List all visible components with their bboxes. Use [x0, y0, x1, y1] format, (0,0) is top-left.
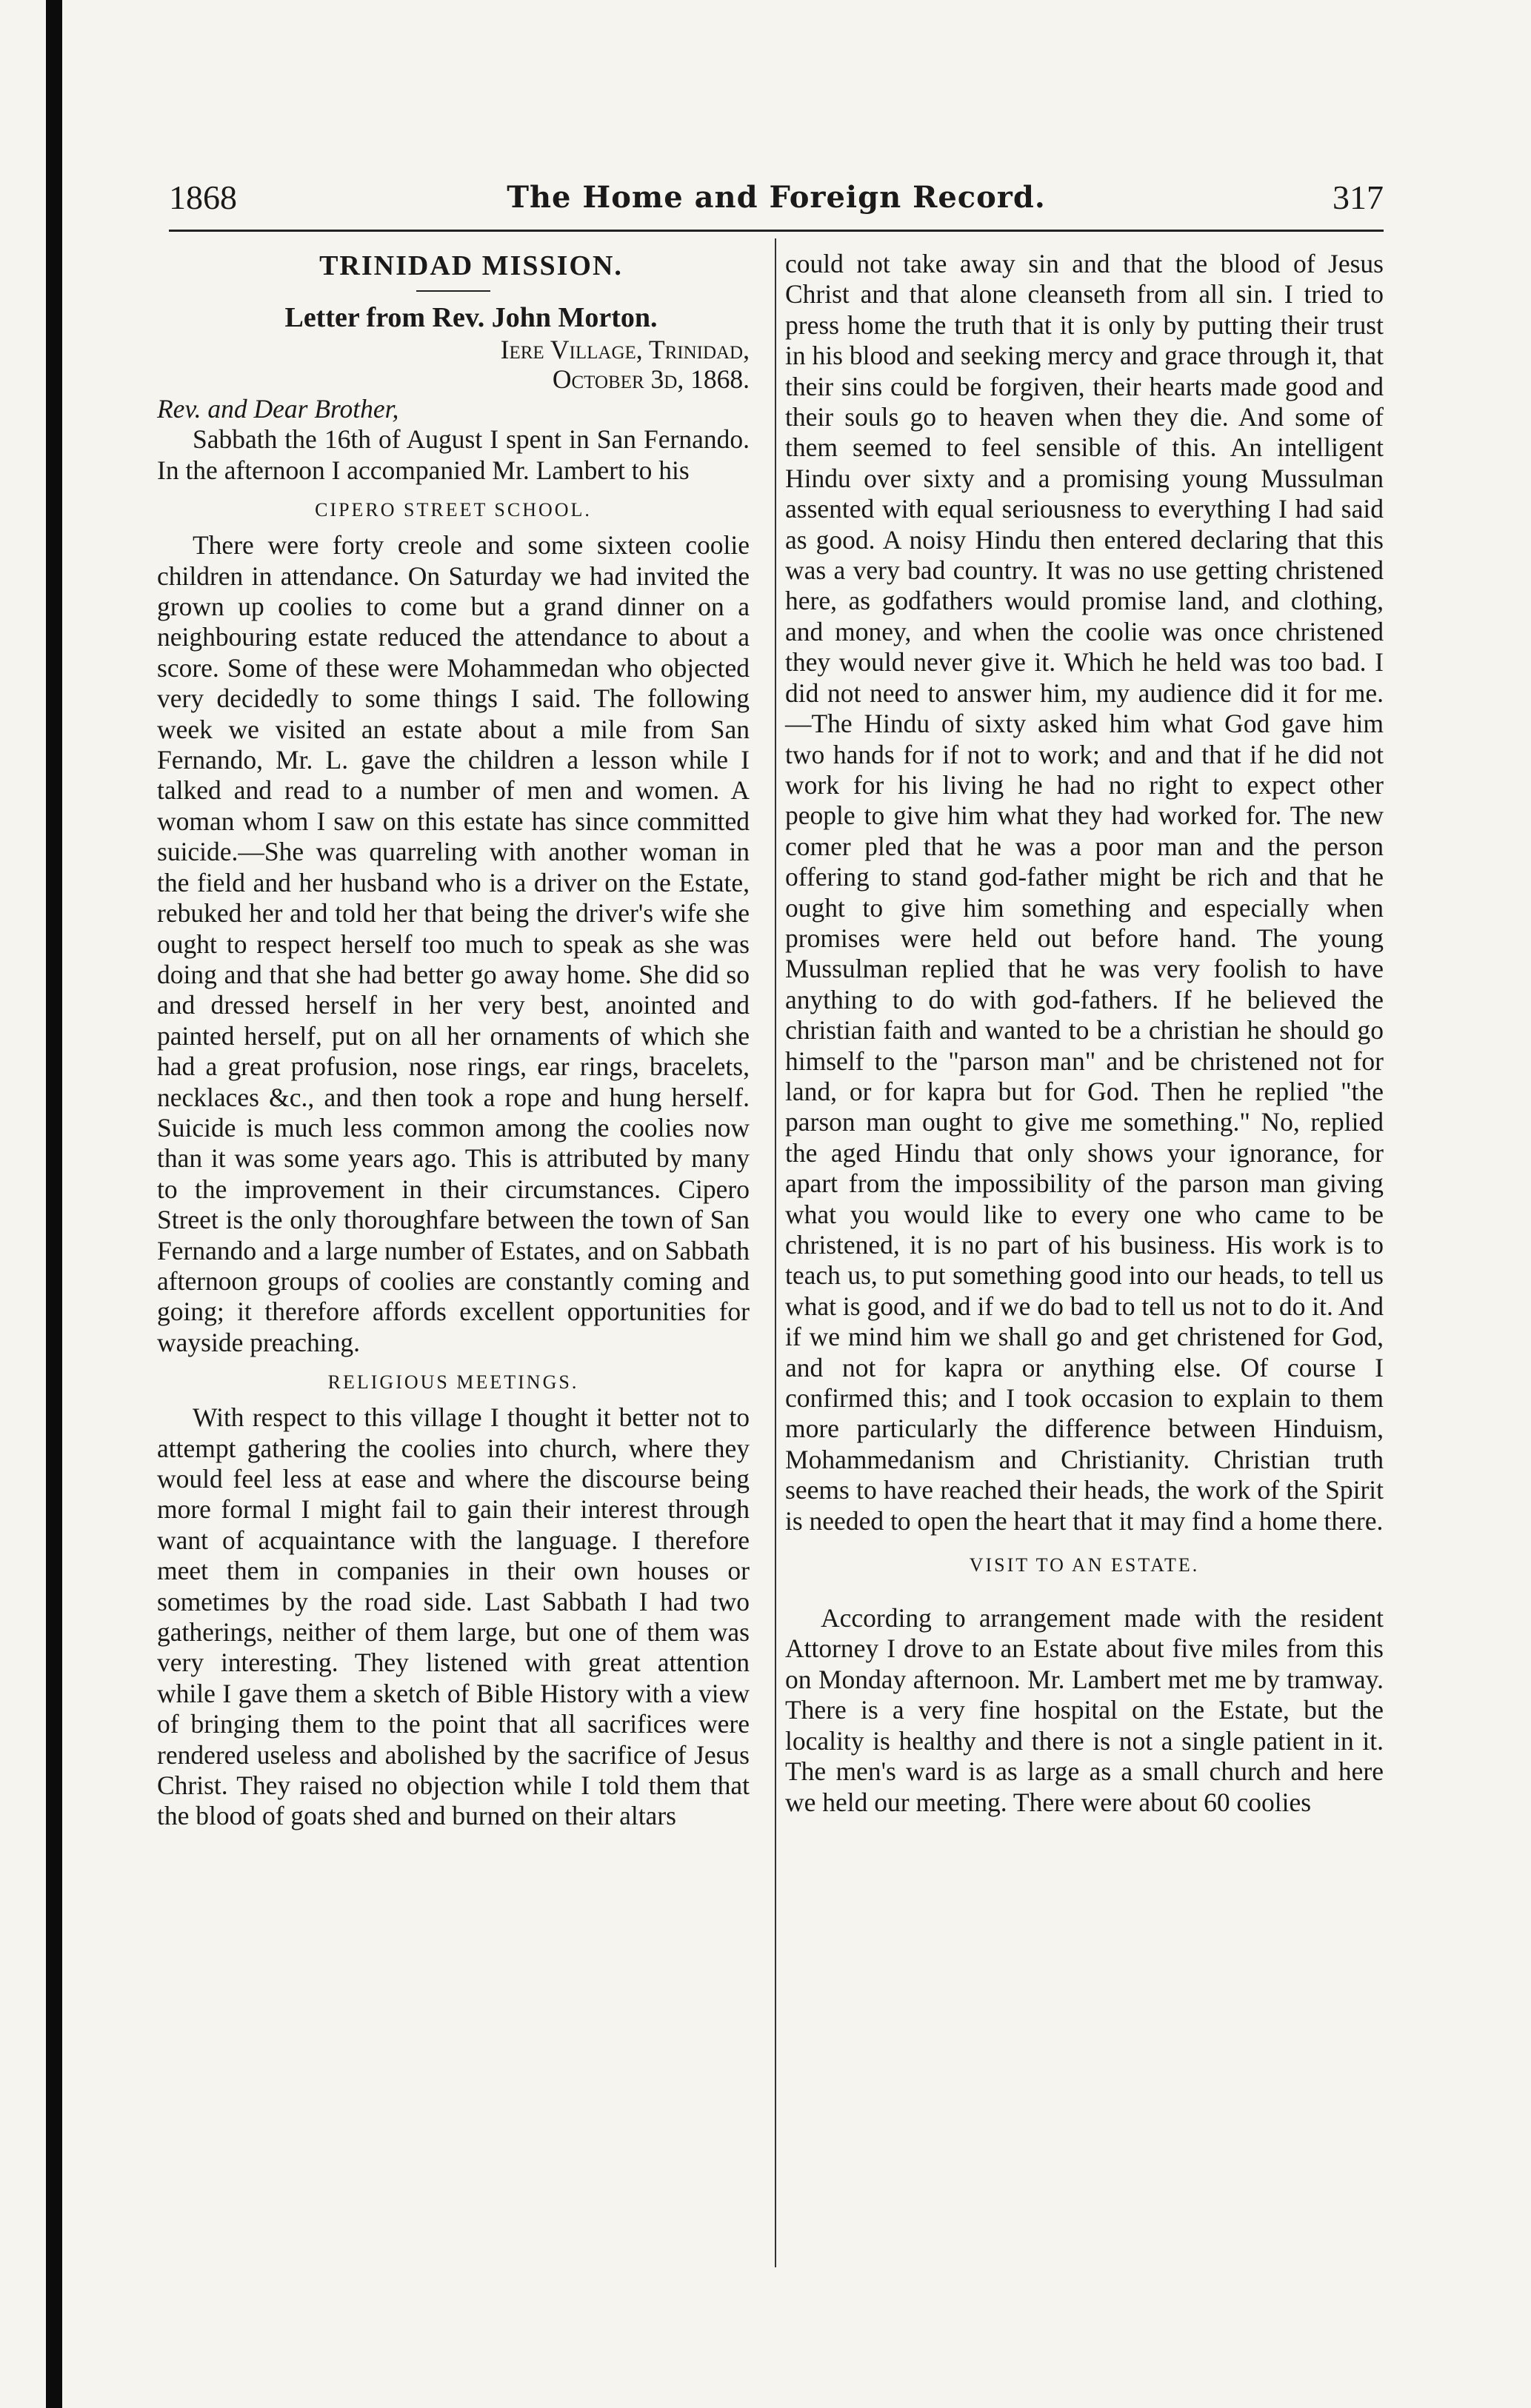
section-heading-meetings: RELIGIOUS MEETINGS.	[327, 1371, 579, 1394]
header-journal-title: The Home and Foreign Record.	[507, 180, 1046, 215]
header-page-number: 317	[1332, 178, 1384, 216]
letter-date: October 3d, 1868.	[552, 364, 750, 394]
intro-paragraph: Sabbath the 16th of August I spent in San Fernando. In the afternoon I accompanied Mr. Lambert to his	[157, 424, 750, 485]
column-divider	[775, 238, 776, 2267]
meetings-paragraph-continued: could not take away sin and that the blood of Jesus Christ and that alone cleanseth from all sin. I tried to press home the truth that it is only by putting their trust in his blood and seeking mercy and grace through it, that their sins could be forgiven, their hearts made good and their souls go to heaven when they die. And some of them seemed to feel sensible of this. An intelligent Hindu over sixty and a promising young Mussulman assented with equal seriousness to everything I had said as good. A noisy Hindu then entered declaring that this was a very bad country. It was no use getting christened here, as godfathers would promise land, and clothing, and money, and when the coolie was once christened they would never give it. Which he held was too bad. I did not need to answer him, my audience did it for me.—The Hindu of sixty asked him what God gave him two hands for if not to work; and and that if he did not work for his living he had no right to expect other people to give him what they had worked for. The new comer pled that he was a poor man and the person offering to stand god-father might be rich and that he ought to give him something and especially when promises were held out before hand. The young Mussulman replied that he was very foolish to have anything to do with god-fathers. If he believed the christian faith and wanted to be a christian he should go himself to the "parson man" and be christened not for land, or for kapra but for God. Then he replied "the parson man ought to give me something." No, replied the aged Hindu that only shows your ignorance, for apart from the impossibility of the parson man giving what you would like to every one who came to be christened, it is no part of his business. His work is to teach us, to put something good into our heads, to tell us what is good, and if we do bad to tell us not to do it. And if we mind him we shall go and get christened for God, and not for kapra or anything else. Of course I confirmed this; and I took occasion to explain to them more particularly the difference between Hinduism, Mohammedanism and Christianity. Christian truth seems to have reached their heads, the work of the Spirit is needed to open the heart that it may find a home there.	[785, 249, 1384, 1536]
letter-place: Iere Village, Trinidad,	[500, 335, 750, 364]
school-paragraph: There were forty creole and some sixteen coolie children in attendance. On Saturday we had invited the grown up coolies to come but a grand dinner on a neighbouring estate reduced the attendance to about a score. Some of these were Mohammedan who objected very decidedly to some things I said. The following week we visited an estate about a mile from San Fernando, Mr. L. gave the children a lesson while I talked and read to a number of men and women. A woman whom I saw on this estate has since committed suicide.—She was quarreling with another woman in the field and her husband who is a driver on the Estate, rebuked her and told her that being the driver's wife she ought to respect herself too much to speak as she was doing and that she had better go away home. She did so and dressed herself in her very best, anointed and painted herself, put on all her ornaments of which she had a great profusion, nose rings, ear rings, bracelets, necklaces &c., and then took a rope and hung herself. Suicide is much less common among the coolies now than it was some years ago. This is attributed by many to the improvement in their circumstances. Cipero Street is the only thoroughfare between the town of San Fernando and a large number of Estates, and on Sabbath afternoon groups of coolies are constantly coming and going; it therefore affords excellent opportunities for wayside preaching.	[157, 530, 750, 1357]
section-heading-estate: VISIT TO AN ESTATE.	[969, 1554, 1200, 1576]
header-rule	[169, 230, 1384, 232]
left-column	[157, 249, 750, 1832]
page-binding-shadow	[46, 0, 62, 2408]
header-year: 1868	[169, 178, 237, 216]
article-subtitle: Letter from Rev. John Morton.	[284, 302, 658, 333]
title-rule	[416, 290, 490, 292]
running-header	[169, 172, 1384, 224]
article-title: TRINIDAD MISSION.	[319, 250, 623, 281]
section-heading-school: CIPERO STREET SCHOOL.	[315, 499, 592, 521]
right-column	[785, 249, 1384, 1818]
meetings-paragraph: With respect to this village I thought it better not to attempt gathering the coolies into church, where they would feel less at ease and where the discourse being more formal I might fail to gain their interest through want of acquaintance with the language. I therefore meet them in companies in their own houses or sometimes by the road side. Last Sabbath I had two gatherings, neither of them large, but one of them was very interesting. They listened with great attention while I gave them a sketch of Bible History with a view of bringing them to the point that all sacrifices were rendered useless and abolished by the sacrifice of Jesus Christ. They raised no objection while I told them that the blood of goats shed and burned on their altars	[157, 1402, 750, 1831]
estate-paragraph: According to arrangement made with the resident Attorney I drove to an Estate about five miles from this on Monday afternoon. Mr. Lambert met me by tramway. There is a very fine hospital on the Estate, but the locality is healthy and there is not a single patient in it. The men's ward is as large as a small church and here we held our meeting. There were about 60 coolies	[785, 1603, 1384, 1817]
salutation: Rev. and Dear Brother,	[157, 394, 399, 424]
